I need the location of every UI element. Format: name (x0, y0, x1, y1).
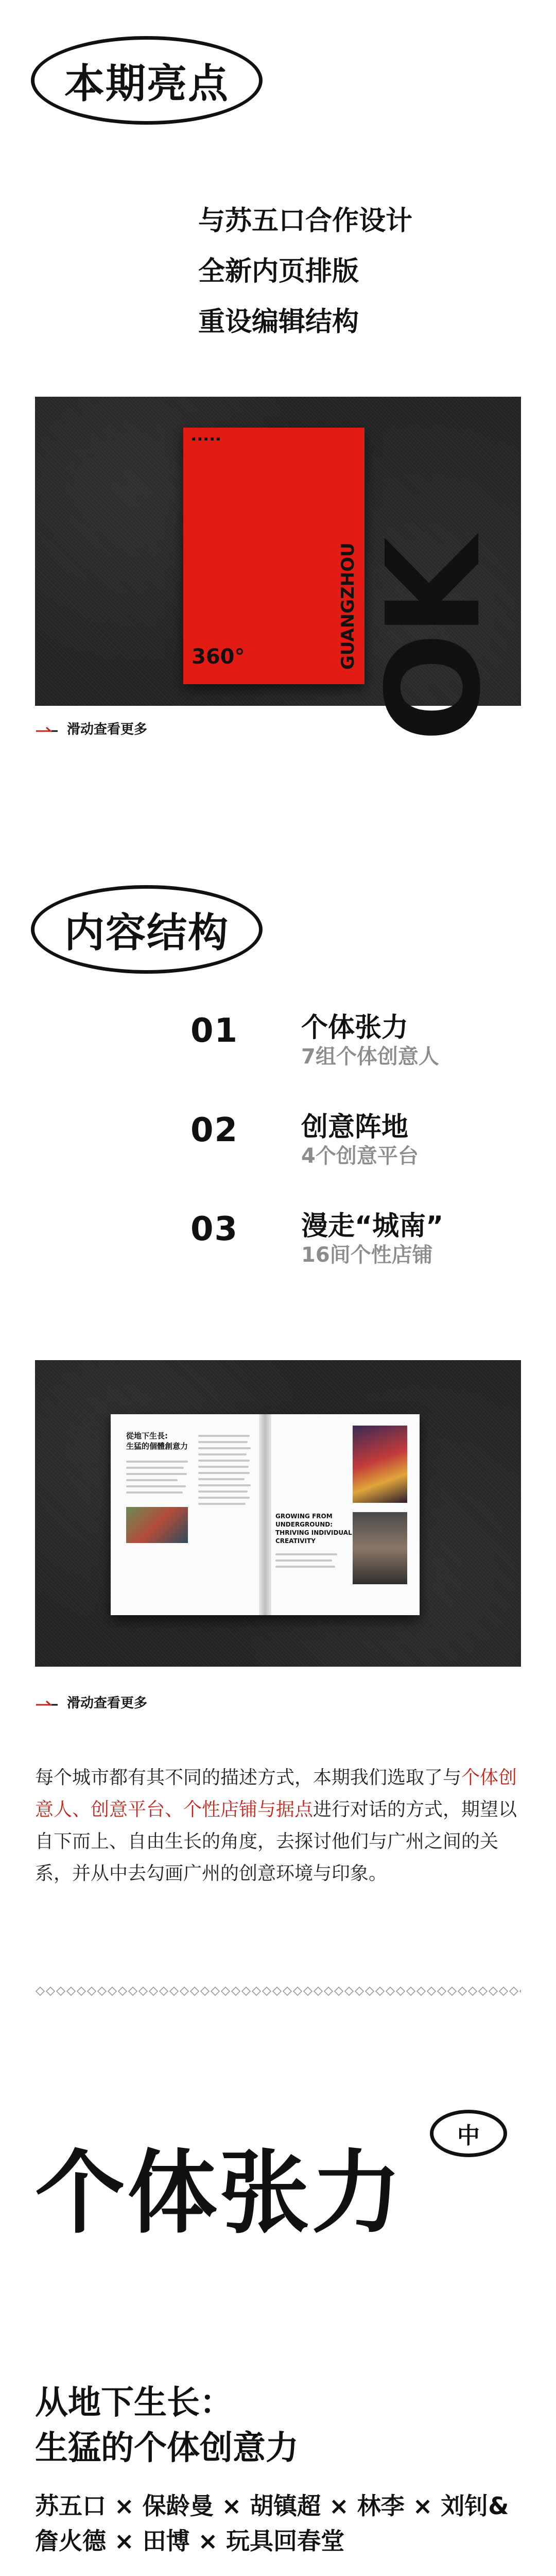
spread-photo-small (126, 1507, 188, 1543)
toc-title: 个体张力 (301, 1012, 409, 1043)
toc-number: 02 (190, 1111, 239, 1149)
swipe-label: 滑动查看更多 (67, 1696, 148, 1711)
cover-tag: ▪ ▪ ▪ ▪ ▪ (192, 435, 220, 442)
intro-highlight: 个体创意人、创意平台、个性店铺与据点 (35, 1767, 517, 1820)
toc-number: 01 (190, 1012, 239, 1050)
cover-issue: 360° (192, 645, 245, 669)
intro-text: 进行对话的方式，期望以自下而上、自由生长的角度，去探讨他们与广州之间的关系，并从中去勾画广州的创意环境与印象。 (35, 1799, 517, 1884)
section-title-highlights (31, 36, 263, 125)
spread-fold (259, 1414, 271, 1615)
highlight-item: 重设编辑结构 (198, 307, 359, 337)
toc-title: 漫走“城南” (301, 1211, 444, 1242)
toc-subtitle: 16间个性店铺 (301, 1243, 433, 1267)
swipe-arrow-icon (35, 724, 59, 733)
chapter-subtitle-line: 从地下生长： (35, 2384, 233, 2422)
swipe-hint[interactable] (35, 719, 147, 738)
spread-left-heading: 從地下生長: 生猛的個體創意力 (126, 1431, 188, 1451)
toc-item-02 (190, 1112, 419, 1170)
swipe-label: 滑动查看更多 (67, 722, 148, 737)
section-title-text: 本期亮点 (64, 61, 229, 107)
cover-logo: OK (359, 541, 509, 742)
section-title-contents (31, 885, 263, 974)
magazine-cover (183, 428, 509, 742)
toc-item-01 (190, 1012, 439, 1070)
highlight-item: 与苏五口合作设计 (198, 206, 413, 236)
spread-artwork (353, 1426, 407, 1503)
swipe-arrow-icon (35, 1698, 59, 1706)
toc-subtitle: 4个创意平台 (301, 1144, 419, 1168)
chapter-badge (430, 2110, 507, 2157)
chapter-subtitle (35, 2380, 299, 2471)
magazine-spread (111, 1414, 420, 1615)
diamond-divider (35, 1986, 521, 1996)
intro-text: 每个城市都有其不同的描述方式，本期我们选取了与 (35, 1767, 462, 1788)
highlight-item: 全新内页排版 (198, 256, 359, 287)
toc-item-03 (190, 1211, 443, 1268)
toc-number: 03 (190, 1210, 239, 1248)
creator-names: 苏五口 × 保龄曼 × 胡镇超 × 林李 × 刘钊&詹火德 × 田博 × 玩具回春堂 (35, 2492, 509, 2555)
spread-right-heading: GROWING FROM UNDERGROUND: THRIVING INDIVIDUAL CREATIVITY (275, 1513, 352, 1545)
swipe-hint[interactable] (35, 1692, 147, 1711)
toc-title: 创意阵地 (301, 1112, 409, 1143)
toc-subtitle: 7组个体创意人 (301, 1045, 439, 1069)
intro-paragraph (35, 1762, 521, 1890)
section-title-text: 内容结构 (64, 910, 229, 956)
highlights-list (198, 196, 412, 347)
spread-photo-portrait (353, 1512, 407, 1584)
cover-city: GUANGZHOU (338, 543, 358, 670)
chapter-badge-text: 中 (457, 2123, 480, 2149)
chapter-title: 个体张力 (35, 2141, 404, 2246)
chapter-subtitle-line: 生猛的个体创意力 (35, 2429, 299, 2467)
